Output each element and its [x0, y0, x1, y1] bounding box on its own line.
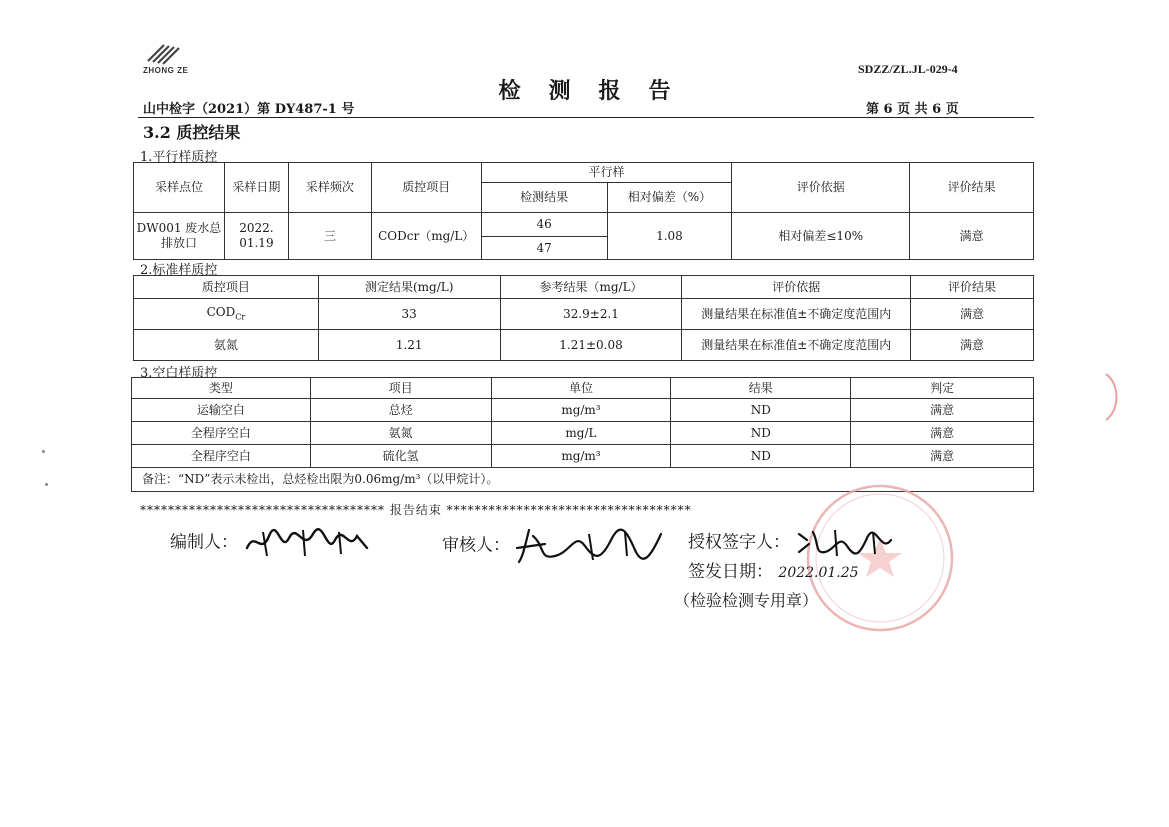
col-parallel-group: 平行样: [481, 163, 732, 183]
cell-qc-item: [134, 299, 319, 330]
authorizer-signature: [688, 526, 895, 560]
cell-type: 全程序空白: [132, 422, 311, 445]
parallel-sample-table: [133, 162, 1034, 260]
compiler-signature: [170, 526, 373, 560]
cell-basis: 测量结果在标准值±不确定度范围内: [682, 330, 911, 361]
scan-edge-mark: [1102, 372, 1126, 422]
col-evaluation-basis: 评价依据: [682, 276, 911, 299]
report-number: 山中检字（2021）第 DY487-1 号: [143, 102, 355, 117]
table-row: [134, 330, 1034, 361]
logo-text: ZHONG ZE: [143, 66, 189, 75]
cell-judgement: 满意: [851, 399, 1034, 422]
table-note: 备注：“ND”表示未检出，总烃检出限为0.06mg/m³（以甲烷计）。: [132, 468, 1034, 492]
table-row: [132, 399, 1034, 422]
col-type: 类型: [132, 378, 311, 399]
cell-unit: mg/L: [491, 422, 671, 445]
cell-item: 硫化氢: [310, 445, 491, 468]
parallel-heading: 1.平行样质控: [140, 150, 218, 165]
authorizer-label: 授权签字人：: [688, 532, 790, 553]
col-sampling-date: 采样日期: [224, 163, 288, 213]
cell-type: 运输空白: [132, 399, 311, 422]
col-qc-item: 质控项目: [134, 276, 319, 299]
cell-measured: 33: [318, 299, 500, 330]
item-main: 氨氮: [213, 337, 238, 352]
authorizer-handwritten-signature: [795, 526, 895, 560]
col-judgement: 判定: [851, 378, 1034, 399]
item-subscript: Cr: [235, 312, 246, 322]
page-info: 第 6 页 共 6 页: [866, 102, 959, 117]
cell-result: ND: [671, 445, 851, 468]
col-evaluation-result: 评价结果: [910, 163, 1034, 213]
cell-unit: mg/m³: [491, 445, 671, 468]
col-measured-result: 测定结果(mg/L): [318, 276, 500, 299]
cell-item: 氨氮: [310, 422, 491, 445]
cell-type: 全程序空白: [132, 445, 311, 468]
col-result: 结果: [671, 378, 851, 399]
cell-result-1: 46: [481, 213, 607, 237]
cell-relative-deviation: 1.08: [607, 213, 732, 260]
col-unit: 单位: [491, 378, 671, 399]
cell-evaluation-basis: 相对偏差≤10%: [732, 213, 910, 260]
blank-sample-table: [131, 377, 1034, 492]
cell-reference: 32.9±2.1: [500, 299, 682, 330]
col-item: 项目: [310, 378, 491, 399]
cell-sampling-point: DW001 废水总排放口: [134, 213, 225, 260]
col-evaluation-result: 评价结果: [911, 276, 1034, 299]
standard-sample-table: [133, 275, 1034, 361]
cell-item: 总烃: [310, 399, 491, 422]
table-row: [134, 299, 1034, 330]
header-divider: [138, 117, 1034, 118]
col-reference-result: 参考结果（mg/L）: [500, 276, 682, 299]
cell-conclusion: 满意: [911, 299, 1034, 330]
table-row: [132, 445, 1034, 468]
col-sampling-point: 采样点位: [134, 163, 225, 213]
cell-measured: 1.21: [318, 330, 500, 361]
cell-result-2: 47: [481, 237, 607, 260]
report-end-line: *********************************** 报告结束 ***********************************: [140, 503, 692, 517]
blank-heading: 3.空白样质控: [140, 366, 218, 381]
issue-date: [688, 557, 859, 582]
col-qc-item: 质控项目: [371, 163, 481, 213]
cell-unit: mg/m³: [491, 399, 671, 422]
cell-reference: 1.21±0.08: [500, 330, 682, 361]
table-row: [132, 422, 1034, 445]
reviewer-handwritten-signature: [515, 526, 665, 566]
cell-sampling-date: 2022. 01.19: [224, 213, 288, 260]
col-sampling-frequency: 采样频次: [288, 163, 371, 213]
cell-result: ND: [671, 399, 851, 422]
section-title: 3.2 质控结果: [143, 123, 241, 142]
cell-qc-item: CODcr（mg/L）: [371, 213, 481, 260]
cell-judgement: 满意: [851, 422, 1034, 445]
cell-evaluation-result: 满意: [910, 213, 1034, 260]
issue-date-label: 签发日期：: [688, 562, 773, 582]
col-test-result: 检测结果: [481, 183, 607, 213]
item-main: COD: [206, 305, 236, 320]
compiler-label: 编制人：: [170, 532, 238, 553]
col-evaluation-basis: 评价依据: [732, 163, 910, 213]
compiler-handwritten-signature: [243, 526, 373, 560]
reviewer-signature: [442, 526, 665, 566]
cell-basis: 测量结果在标准值±不确定度范围内: [682, 299, 911, 330]
stamp-note: （检验检测专用章）: [674, 591, 819, 610]
cell-sampling-frequency: 三: [288, 213, 371, 260]
col-relative-deviation: 相对偏差（%）: [607, 183, 732, 213]
cell-conclusion: 满意: [911, 330, 1034, 361]
cell-qc-item: [134, 330, 319, 361]
cell-result: ND: [671, 422, 851, 445]
standard-heading: 2.标准样质控: [140, 263, 218, 278]
reviewer-label: 审核人：: [442, 535, 510, 556]
scan-dot: [45, 483, 48, 486]
report-title: 检测报告: [498, 78, 699, 104]
issue-date-value: 2022.01.25: [778, 565, 859, 581]
document-code: SDZZ/ZL.JL-029-4: [858, 62, 958, 76]
cell-judgement: 满意: [851, 445, 1034, 468]
scan-dot: [42, 450, 45, 453]
logo-icon: [143, 42, 183, 66]
